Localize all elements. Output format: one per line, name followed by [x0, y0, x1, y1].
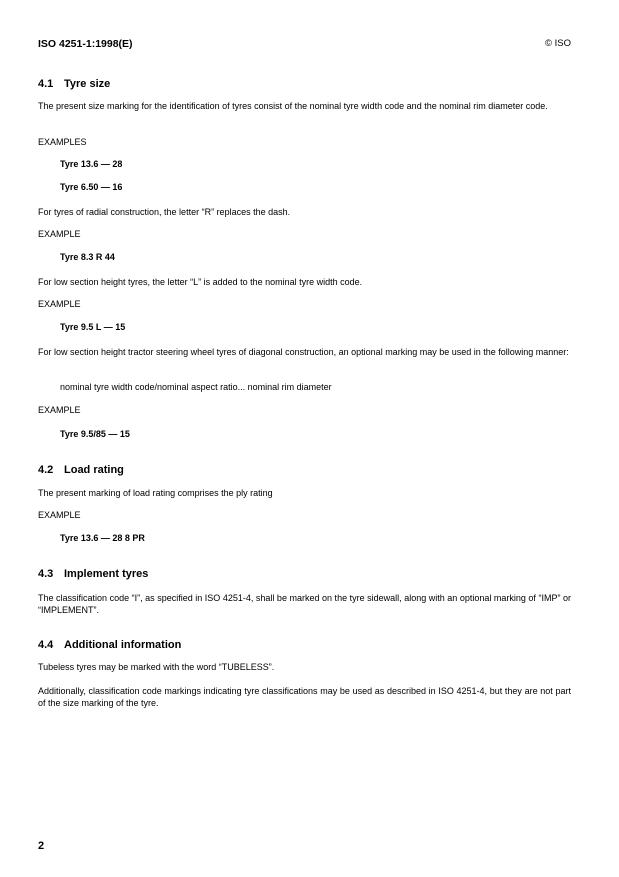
example-label: EXAMPLE [38, 229, 81, 239]
paragraph: For tyres of radial construction, the letter “R” replaces the dash. [38, 207, 291, 217]
section-title: Tyre size [64, 78, 111, 90]
example-item: Tyre 9.5 L — 15 [60, 322, 126, 332]
section-number: 4.1 [38, 78, 54, 90]
example-item: Tyre 6.50 — 16 [60, 182, 123, 192]
paragraph: The present size marking for the identification of tyres consist of the nominal tyre width code and the nominal rim diameter code. [38, 101, 548, 111]
document-id: ISO 4251-1:1998(E) [38, 38, 133, 50]
copyright-notice: © ISO [544, 38, 571, 49]
paragraph: Additionally, classification code markings indicating tyre classifications may be used as described in ISO 4251-4, but they are not part of the size marking of the tyre. [38, 686, 571, 708]
section-number: 4.3 [38, 568, 54, 580]
example-label: EXAMPLE [38, 405, 81, 415]
paragraph: The present marking of load rating comprises the ply rating [38, 488, 273, 498]
examples-label: EXAMPLES [38, 137, 87, 147]
section-heading-4-3 [38, 568, 148, 580]
section-heading-4-2 [38, 464, 124, 476]
indented-text: nominal tyre width code/nominal aspect ratio... nominal rim diameter [60, 382, 332, 392]
paragraph: For low section height tyres, the letter “L” is added to the nominal tyre width code. [38, 277, 363, 287]
section-heading-4-4 [38, 639, 181, 651]
paragraph: For low section height tractor steering wheel tyres of diagonal construction, an optional marking may be used in the following manner: [38, 347, 569, 357]
page-number: 2 [38, 840, 45, 852]
paragraph: Tubeless tyres may be marked with the word “TUBELESS”. [38, 662, 275, 672]
paragraph: The classification code “I”, as specified in ISO 4251-4, shall be marked on the tyre sidewall, along with an optional marking of “IMP” or “IMPLEMENT”. [38, 593, 571, 615]
section-title: Load rating [64, 464, 124, 476]
section-number: 4.4 [38, 639, 54, 651]
example-label: EXAMPLE [38, 510, 81, 520]
section-title: Additional information [64, 639, 182, 651]
example-item: Tyre 9.5/85 — 15 [60, 429, 130, 439]
example-item: Tyre 13.6 — 28 [60, 159, 123, 169]
section-title: Implement tyres [64, 568, 149, 580]
example-label: EXAMPLE [38, 299, 81, 309]
example-item: Tyre 8.3 R 44 [60, 252, 115, 262]
section-number: 4.2 [38, 464, 54, 476]
example-item: Tyre 13.6 — 28 8 PR [60, 533, 145, 543]
section-heading-4-1 [38, 78, 110, 90]
